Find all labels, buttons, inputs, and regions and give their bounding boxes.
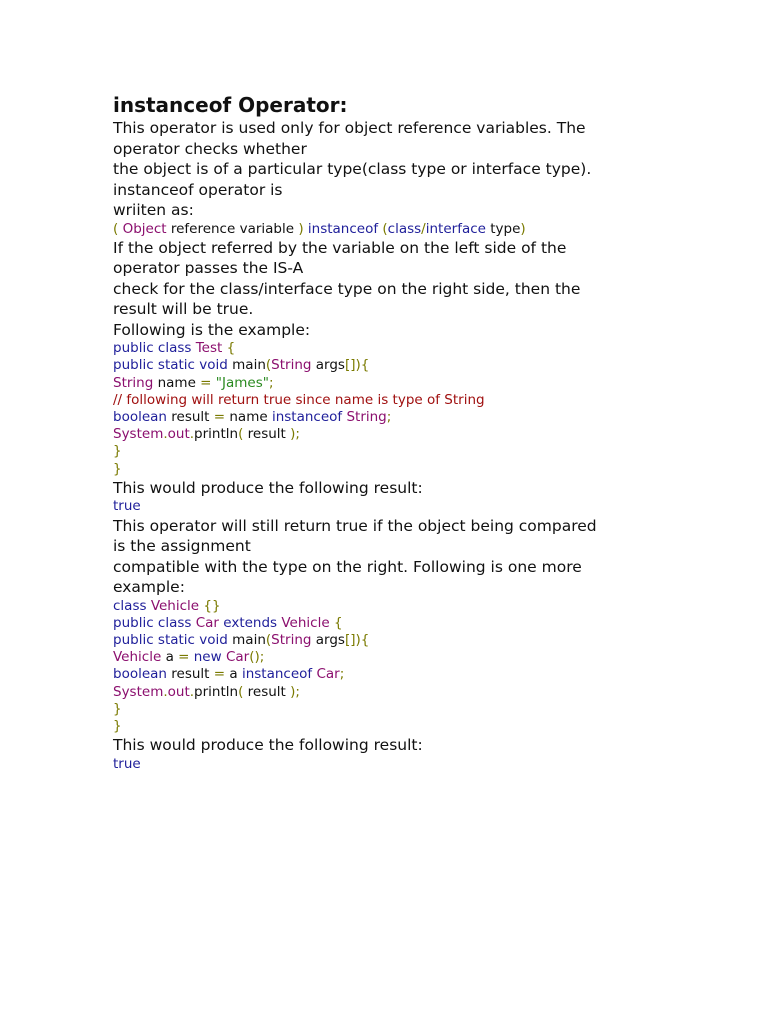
prose-line: check for the class/interface type on the right side, then the <box>113 279 581 298</box>
code-token-punct: } <box>113 443 122 460</box>
code-token-punct: ; <box>386 409 392 426</box>
code-token-punct: } <box>113 460 122 477</box>
code-token-punct: ( <box>265 357 272 374</box>
prose-line: This operator is used only for object reference variables. The <box>113 119 586 137</box>
code-line <box>113 409 653 426</box>
document-body <box>113 118 653 773</box>
code-token-plain: a <box>225 666 242 683</box>
code-token-keyword: class <box>387 220 422 237</box>
document-page <box>113 92 653 773</box>
prose-line: compatible with the type on the right. Following is one more <box>113 557 582 576</box>
prose-line: This would produce the following result: <box>113 478 423 497</box>
code-token-type: Vehicle <box>150 597 200 614</box>
code-token-punct: ); <box>290 683 300 700</box>
code-token-type: Object <box>122 220 167 237</box>
code-token-punct: ( <box>265 631 272 648</box>
code-token-punct: . <box>163 426 168 443</box>
code-token-keyword: true <box>113 498 141 515</box>
code-line <box>113 684 653 701</box>
code-token-type: System <box>113 426 164 443</box>
code-line <box>113 666 653 683</box>
code-token-plain: reference variable <box>166 220 299 237</box>
code-token-type: String <box>113 374 154 391</box>
code-token-punct: . <box>189 426 195 443</box>
code-token-keyword: true <box>113 755 141 772</box>
code-token-plain: type <box>485 220 521 237</box>
code-token-punct: ( <box>378 220 388 237</box>
code-token-keyword: instanceof <box>271 409 343 426</box>
prose-line: example: <box>113 578 185 597</box>
code-token-type: Car <box>316 666 340 683</box>
code-token-punct: = <box>213 666 226 683</box>
code-token-plain: result <box>166 666 214 683</box>
code-token-type: String <box>271 357 312 374</box>
code-token-keyword: extends <box>218 614 282 631</box>
prose-line: instanceof operator is <box>113 180 283 199</box>
prose-line: result will be true. <box>113 300 254 319</box>
code-token-type: Vehicle <box>281 614 330 631</box>
code-token-keyword: instanceof <box>307 220 379 237</box>
code-token-keyword: interface <box>425 220 486 237</box>
code-token-plain: name <box>153 374 201 391</box>
code-line <box>113 615 653 632</box>
code-token-keyword: boolean <box>113 409 167 426</box>
code-token-keyword: public class <box>113 614 196 631</box>
code-token-punct: ( <box>238 683 244 700</box>
code-line <box>113 392 653 409</box>
prose-line: This operator will still return true if the object being compared <box>113 516 597 535</box>
code-token-type: String <box>271 631 312 648</box>
code-line <box>113 498 653 515</box>
code-token-type: Test <box>195 340 223 357</box>
prose-line: the object is of a particular type(class type or interface type). <box>113 160 592 178</box>
code-token-string: "James" <box>215 374 269 391</box>
code-token-punct: []){ <box>344 357 370 374</box>
code-token-plain: name <box>225 409 272 426</box>
code-token-punct: { <box>329 614 343 631</box>
code-token-keyword: public class <box>113 340 196 357</box>
code-token-type: out <box>167 426 190 443</box>
prose-line: Following is the example: <box>113 320 311 339</box>
code-token-punct: ( <box>113 220 123 237</box>
code-token-punct: } <box>113 717 122 734</box>
code-token-comment: // following will return true since name is type of String <box>113 391 485 408</box>
code-line <box>113 718 653 735</box>
code-token-punct: . <box>163 683 168 700</box>
code-token-keyword: class <box>113 597 151 614</box>
code-token-punct: ); <box>290 426 300 443</box>
code-line <box>113 340 653 357</box>
code-line <box>113 598 653 615</box>
code-line <box>113 357 653 374</box>
code-line <box>113 701 653 718</box>
prose-line: wriiten as: <box>113 201 194 219</box>
code-token-punct: / <box>421 220 426 237</box>
code-token-punct: ) <box>520 220 526 237</box>
code-token-type: Car <box>195 614 219 631</box>
code-token-keyword: public static void <box>113 357 233 374</box>
code-line <box>113 461 653 478</box>
code-line <box>113 756 653 773</box>
code-token-plain: result <box>243 426 291 443</box>
code-token-punct: ; <box>268 374 274 391</box>
code-token-type: String <box>346 409 387 426</box>
code-token-keyword: boolean <box>113 666 167 683</box>
code-token-plain: args <box>311 357 345 374</box>
code-token-plain: result <box>243 683 291 700</box>
code-line <box>113 649 653 666</box>
code-token-punct: ( <box>238 426 244 443</box>
code-token-punct: = <box>213 409 226 426</box>
code-line <box>113 375 653 392</box>
code-token-punct: . <box>189 683 195 700</box>
code-line <box>113 443 653 460</box>
prose-line: If the object referred by the variable on the left side of the <box>113 238 567 257</box>
code-token-plain: main <box>232 631 266 648</box>
code-token-punct: = <box>178 649 194 666</box>
code-token-punct: ) <box>298 220 308 237</box>
code-token-type: System <box>113 683 164 700</box>
code-token-punct: {} <box>199 597 221 614</box>
code-token-plain: result <box>166 409 214 426</box>
code-line <box>113 221 653 238</box>
code-token-plain: main <box>232 357 266 374</box>
document-title: instanceof Operator: <box>113 93 348 117</box>
code-token-punct: (); <box>249 649 265 666</box>
code-token-punct: } <box>113 700 122 717</box>
code-token-type: Car <box>225 649 250 666</box>
code-token-punct: ; <box>339 666 345 683</box>
code-token-keyword: instanceof <box>241 666 313 683</box>
code-line <box>113 632 653 649</box>
code-token-punct: []){ <box>344 631 370 648</box>
prose-line: This would produce the following result: <box>113 736 423 755</box>
code-token-keyword: public static void <box>113 631 233 648</box>
code-token-keyword: new <box>193 649 226 666</box>
code-token-type: Vehicle <box>113 649 162 666</box>
code-token-plain: println <box>194 683 239 700</box>
code-token-plain: args <box>311 631 345 648</box>
code-token-type: out <box>167 683 190 700</box>
code-token-punct: { <box>222 340 236 357</box>
code-line <box>113 426 653 443</box>
code-token-plain: a <box>161 649 179 666</box>
code-token-plain: println <box>194 426 239 443</box>
prose-line: is the assignment <box>113 537 251 556</box>
code-token-punct: = <box>200 374 216 391</box>
prose-line: operator checks whether <box>113 139 307 158</box>
prose-line: operator passes the IS-A <box>113 259 304 278</box>
